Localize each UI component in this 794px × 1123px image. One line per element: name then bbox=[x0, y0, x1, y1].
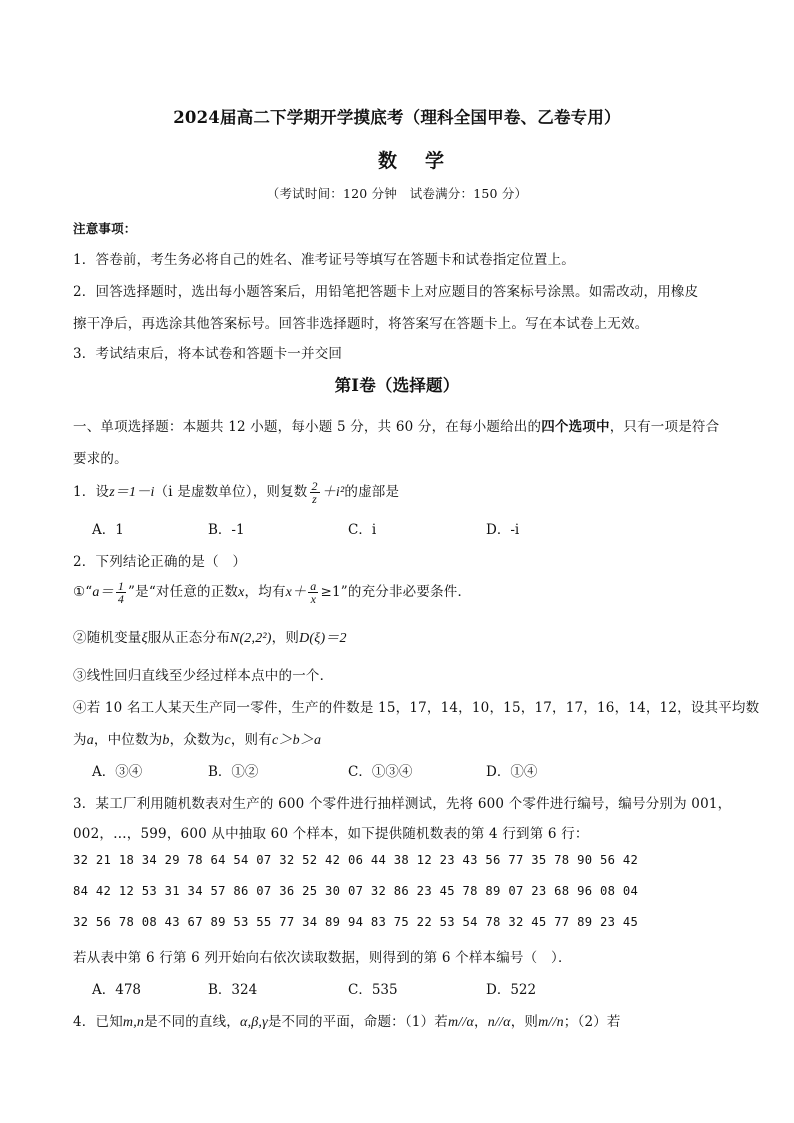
section-intro-cont: 要求的。 bbox=[73, 451, 128, 467]
q3-option-b: B．324 bbox=[208, 982, 258, 998]
question-2-stem: 2．下列结论正确的是（ ） bbox=[73, 554, 247, 570]
note-item: 2．回答选择题时，选出每小题答案后，用铅笔把答题卡上对应题目的答案标号涂黑。如需改动，用橡皮 bbox=[73, 284, 699, 300]
q1-option-b: B．-1 bbox=[208, 522, 245, 538]
random-table-row: 32 56 78 08 43 67 89 53 55 77 34 89 94 83 75 22 53 54 78 32 45 77 89 23 45 bbox=[73, 915, 639, 929]
exam-title: 2024届高二下学期开学摸底考（理科全国甲卷、乙卷专用） bbox=[173, 108, 621, 127]
note-item: 3．考试结束后，将本试卷和答题卡一并交回 bbox=[73, 346, 343, 362]
q3-option-c: C．535 bbox=[348, 982, 398, 998]
q2-option-d: D．①④ bbox=[486, 764, 538, 780]
q1-option-c: C．i bbox=[348, 522, 377, 538]
exam-time-info: （考试时间：120 分钟 试卷满分：150 分） bbox=[266, 186, 528, 201]
question-3-ask: 若从表中第 6 行第 6 列开始向右依次读取数据，则得到的第 6 个样本编号（ ）． bbox=[73, 950, 572, 966]
q3-option-d: D．522 bbox=[486, 982, 537, 998]
question-3-stem: 3．某工厂利用随机数表对生产的 600 个零件进行抽样测试，先将 600 个零件进行编号，编号分别为 001， bbox=[73, 796, 732, 812]
q2-option-c: C．①③④ bbox=[348, 764, 413, 780]
q1-option-a: A．1 bbox=[92, 522, 124, 538]
q2-statement-4: ④若 10 名工人某天生产同一零件，生产的件数是 15，17，14，10，15，17，17，16，14，12，设其平均数 bbox=[73, 700, 760, 716]
subject-title: 数学 bbox=[377, 150, 472, 172]
note-item: 1．答卷前，考生务必将自己的姓名、准考证号等填写在答题卡和试卷指定位置上。 bbox=[73, 252, 575, 268]
q2-option-a: A．③④ bbox=[92, 764, 143, 780]
question-4-stem: 4．已知m,n是不同的直线，α,β,γ是不同的平面，命题：（1）若m//α，n//α，则m//n；（2）若 bbox=[73, 1014, 621, 1030]
q2-statement-3: ③线性回归直线至少经过样本点中的一个． bbox=[73, 668, 334, 684]
q1-option-d: D．-i bbox=[486, 522, 520, 538]
note-item: 擦干净后，再选涂其他答案标号。回答非选择题时，将答案写在答题卡上。写在本试卷上无效。 bbox=[73, 316, 649, 332]
section-intro: 一、单项选择题：本题共 12 小题，每小题 5 分，共 60 分，在每小题给出的四个选项中，只有一项是符合 bbox=[73, 419, 720, 435]
q2-statement-4-cont: 为a，中位数为b，众数为c，则有c＞b＞a bbox=[73, 732, 322, 748]
q2-option-b: B．①② bbox=[208, 764, 259, 780]
random-table-row: 84 42 12 53 31 34 57 86 07 36 25 30 07 32 86 23 45 78 89 07 23 68 96 08 04 bbox=[73, 884, 639, 898]
q3-option-a: A．478 bbox=[92, 982, 142, 998]
question-1-stem: 1．设z＝1－i（i 是虚数单位），则复数 $\frac{2}{z}$ ＋i²的虚部是 bbox=[73, 479, 400, 506]
q2-statement-1: ①“a＝ $\frac{1}{4}$ ”是“对任意的正数x，均有x＋ $\frac{a}{x}$ ≥1”的充分非必要条件． bbox=[73, 579, 472, 606]
section-title: 第Ⅰ卷（选择题） bbox=[334, 376, 460, 395]
math-expr: z＝1－i bbox=[109, 485, 155, 500]
random-table-row: 32 21 18 34 29 78 64 54 07 32 52 42 06 44 38 12 23 43 56 77 35 78 90 56 42 bbox=[73, 853, 639, 867]
q2-statement-2: ②随机变量ξ服从正态分布N(2,2²)，则D(ξ)＝2 bbox=[73, 630, 347, 646]
fraction: $\frac{2}{z}$ bbox=[311, 479, 318, 506]
notes-heading: 注意事项： bbox=[73, 221, 137, 236]
question-3-stem-cont: 002，…，599，600 从中抽取 60 个样本，如下提供随机数表的第 4 行到第 6 行： bbox=[73, 826, 589, 842]
